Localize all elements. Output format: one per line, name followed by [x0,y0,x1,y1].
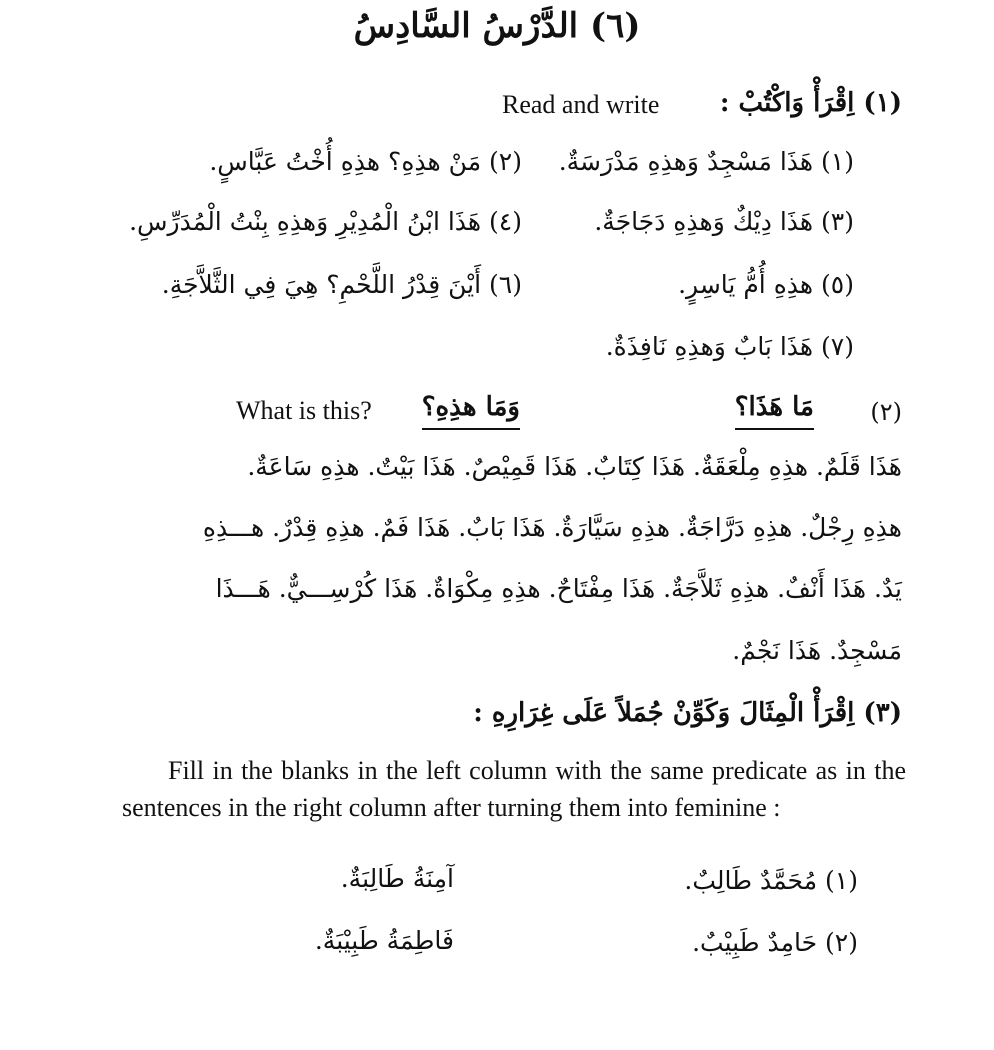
vocab-line-2: هذِهِ رِجْلٌ. هذِهِ دَرَّاجَةٌ. هذِهِ سَيَّارَةٌ. هَذَا بَابٌ. هَذَا فَمٌ. هذِهِ قِدْرٌ. هـــذِهِ [202,513,902,542]
example-right-1: (١) مُحَمَّدٌ طَالِبٌ. [684,866,858,895]
section-2-heading-en: What is this? [236,396,372,425]
read-write-item-4: (٤) هَذَا ابْنُ الْمُدِيْرِ وَهذِهِ بِنْتُ الْمُدَرِّسِ. [129,207,522,236]
section-1-heading-ar: (١) اِقْرَأْ وَاكْتُبْ : [719,88,902,118]
example-left-2: فَاطِمَةُ طَبِيْبَةٌ. [314,926,454,955]
lesson-title: (٦) الدَّرْسُ السَّادِسُ [353,6,641,46]
example-left-1: آمِنَةُ طَالِبَةٌ. [340,864,454,893]
vocab-line-4: مَسْجِدٌ. هَذَا نَجْمٌ. [732,636,902,665]
question-what-is-this-fem: وَمَا هذِهِ؟ [422,392,520,430]
section-3-heading-ar: (٣) اِقْرَأْ الْمِثَالَ وَكَوِّنْ جُمَلاً عَلَى غِرَارِهِ : [473,698,902,728]
read-write-item-2: (٢) مَنْ هذِهِ؟ هذِهِ أُخْتُ عَبَّاسٍ. [209,147,522,176]
read-write-item-7: (٧) هَذَا بَابٌ وَهذِهِ نَافِذَةٌ. [605,332,854,361]
vocab-line-1: هَذَا قَلَمٌ. هذِهِ مِلْعَقَةٌ. هَذَا كِتَابٌ. هَذَا قَمِيْصٌ. هَذَا بَيْتٌ. هذِهِ سَاعَةٌ. [247,452,902,481]
read-write-item-6: (٦) أَيْنَ قِدْرُ اللَّحْمِ؟ هِيَ فِي الثَّلاَّجَةِ. [161,270,522,299]
section-3-instruction: Fill in the blanks in the left column with the same predicate as in the sentences in the right column after turning them into feminine : [122,756,906,822]
read-write-item-3: (٣) هَذَا دِيْكٌ وَهذِهِ دَجَاجَةٌ. [594,207,854,236]
read-write-item-1: (١) هَذَا مَسْجِدٌ وَهذِهِ مَدْرَسَةٌ. [558,147,854,176]
read-write-item-5: (٥) هذِهِ أُمُّ يَاسِرٍ. [678,270,854,299]
section-1-heading-en: Read and write [502,90,660,119]
section-2-number: (٢) [870,398,902,426]
example-right-2: (٢) حَامِدٌ طَبِيْبٌ. [692,928,858,957]
question-what-is-this-masc: مَا هَذَا؟ [735,392,814,430]
vocab-line-3: يَدٌ. هَذَا أَنْفٌ. هذِهِ ثَلاَّجَةٌ. هَذَا مِفْتَاحٌ. هذِهِ مِكْوَاةٌ. هَذَا كُرْسِـــيٌّ. هَـــذَا [215,574,902,603]
